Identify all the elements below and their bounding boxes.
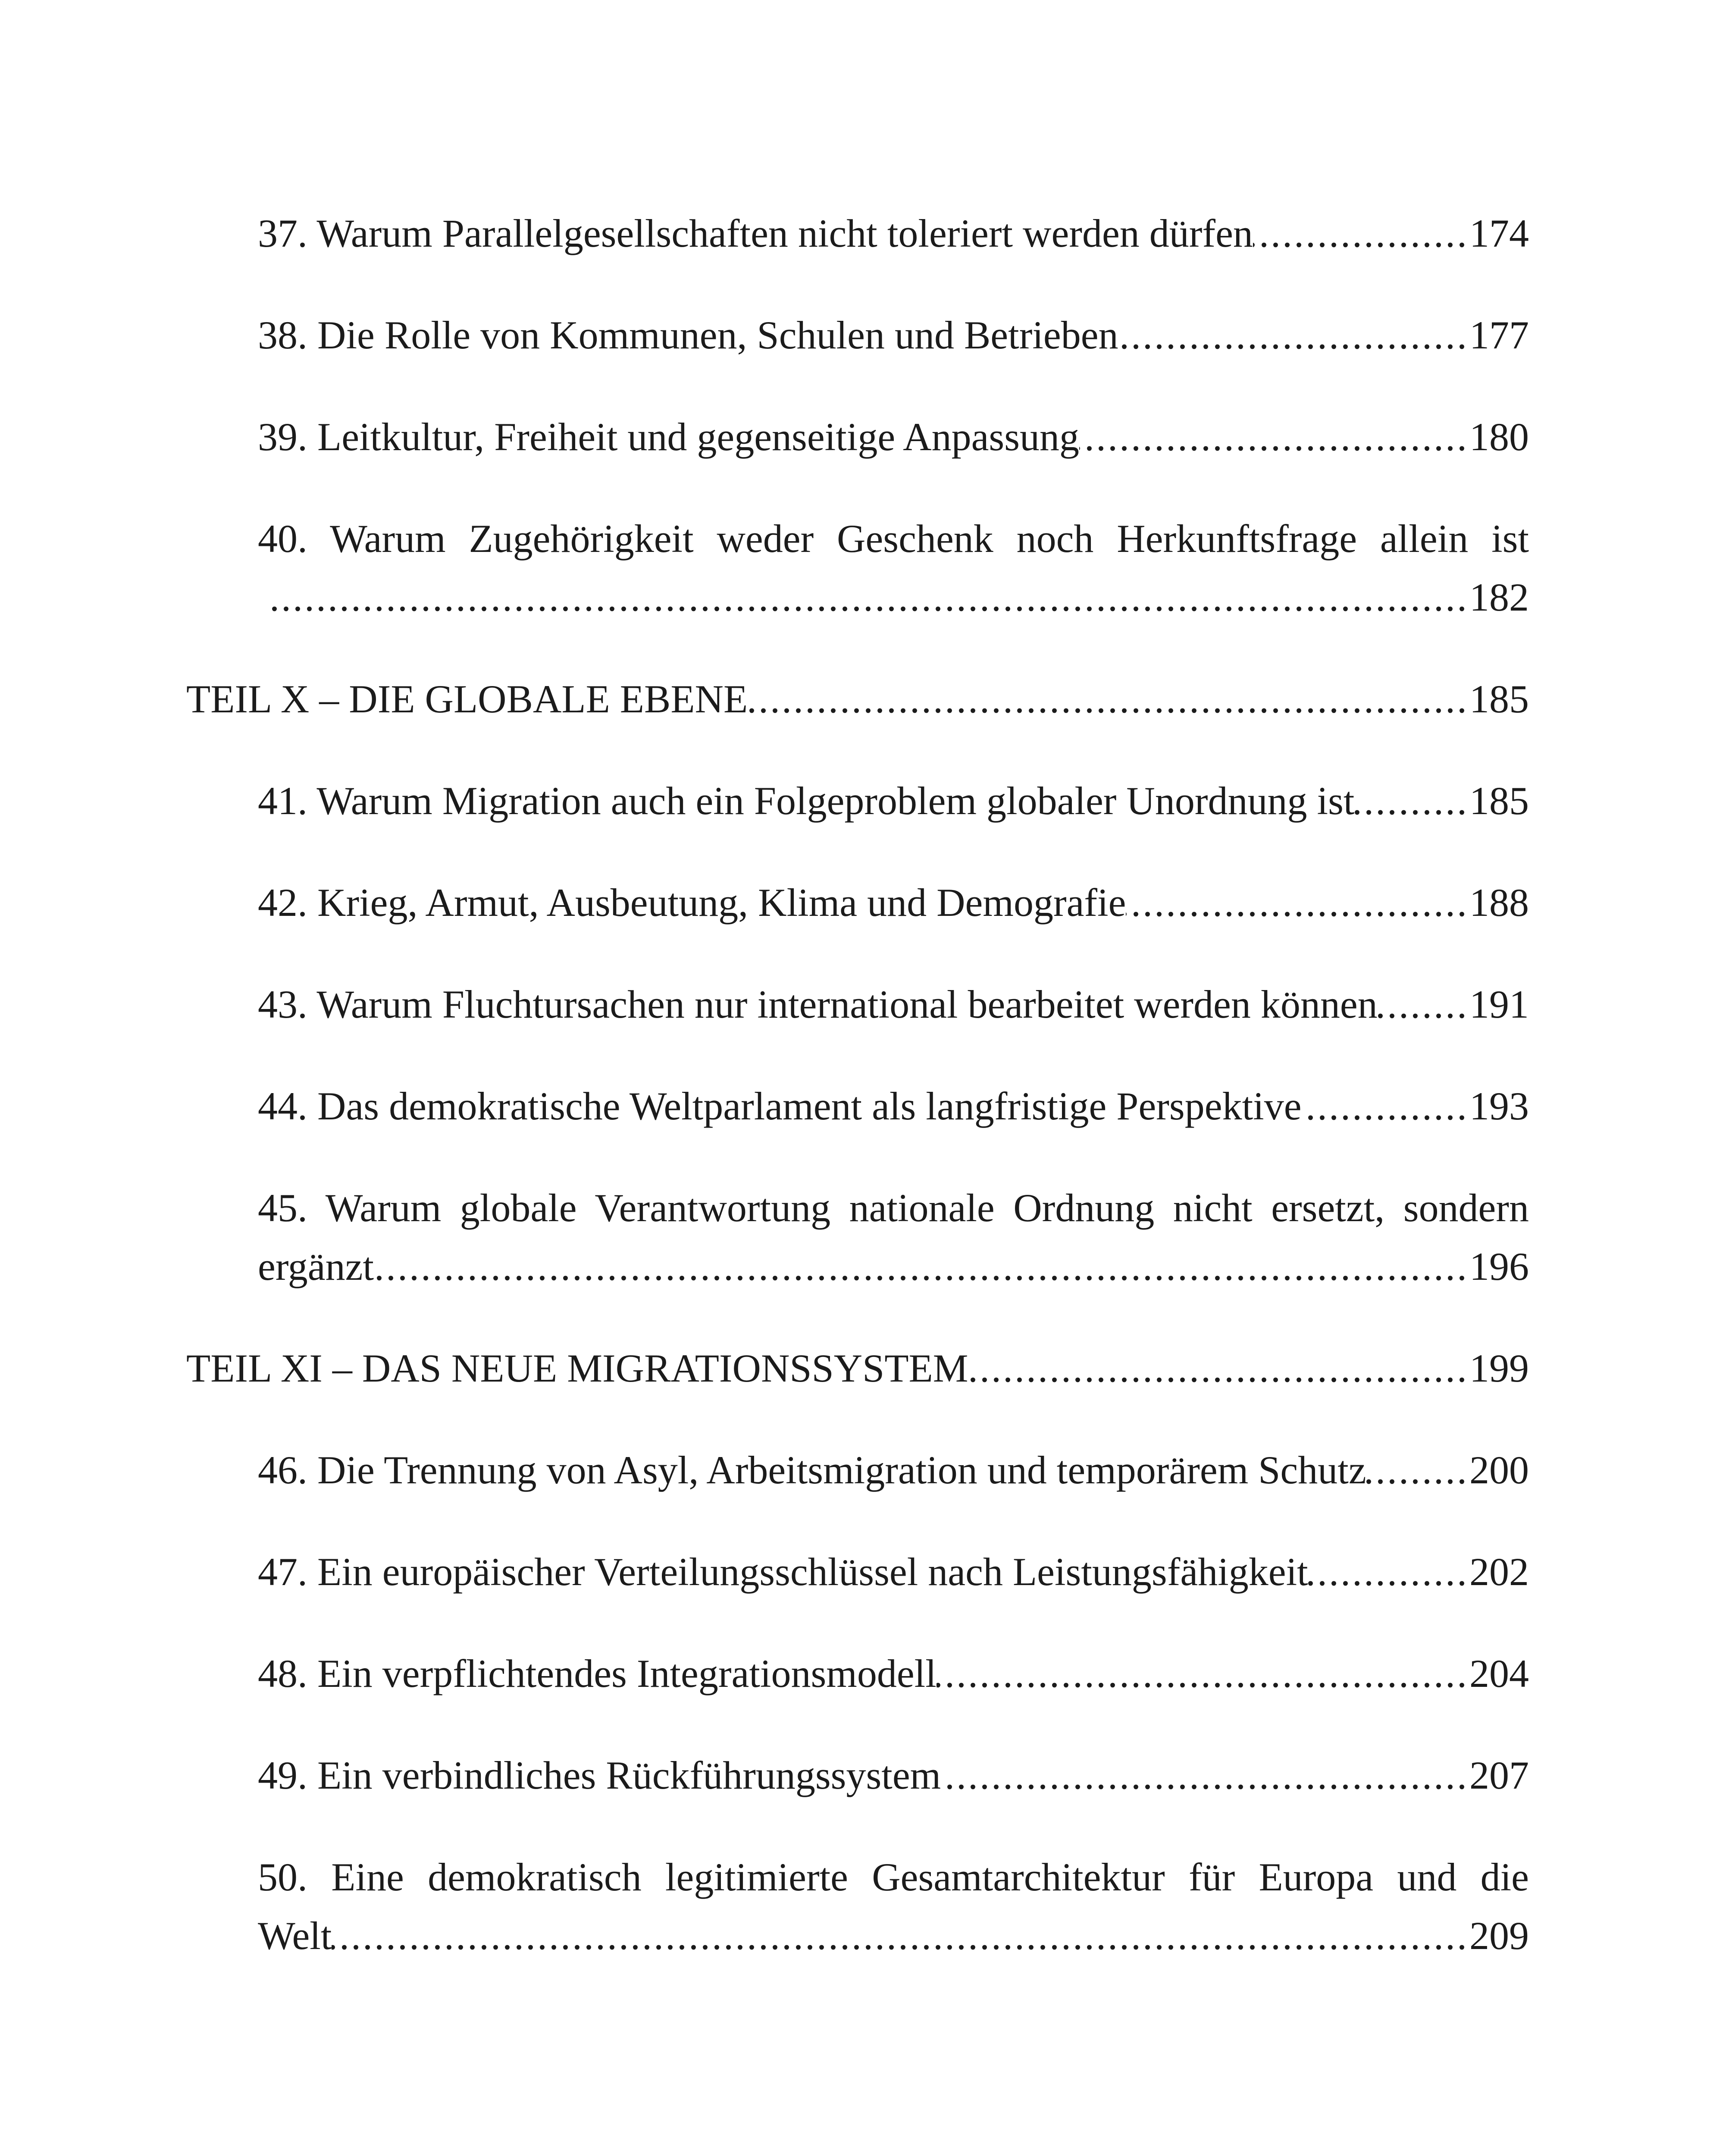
toc-leader — [941, 1746, 1469, 1805]
toc-page-number: 196 — [1469, 1244, 1529, 1288]
toc-entry — [258, 1178, 1529, 1296]
toc-leader — [1378, 975, 1469, 1034]
toc-part-title: TEIL X – DIE GLOBALE EBENE — [186, 677, 748, 721]
toc-page-number: 202 — [1469, 1550, 1529, 1594]
toc-entry-title: 41. Warum Migration auch ein Folgeproblem globaler Unordnung ist — [258, 779, 1355, 823]
toc-part-title: TEIL XI – DAS NEUE MIGRATIONSSYSTEM — [186, 1346, 968, 1390]
toc-entry-title: 38. Die Rolle von Kommunen, Schulen und Betrieben — [258, 313, 1118, 357]
toc-page-number: 180 — [1469, 415, 1529, 459]
toc-leader — [374, 1237, 1469, 1296]
toc-page-number: 204 — [1469, 1651, 1529, 1695]
toc-entry-title: 44. Das demokratische Weltparlament als langfristige Perspektive — [258, 1084, 1302, 1128]
toc-leader — [936, 1644, 1469, 1703]
toc-entry — [258, 407, 1529, 466]
toc-page-number: 207 — [1469, 1753, 1529, 1797]
toc-entry-title: 48. Ein verpflichtendes Integrationsmodell — [258, 1651, 936, 1695]
toc-entry-continuation — [258, 568, 1529, 627]
toc-entry-title: 43. Warum Fluchtursachen nur international bearbeitet werden können — [258, 982, 1378, 1026]
toc-entry-title-continuation: ergänzt — [258, 1244, 374, 1288]
toc-entry-title: 46. Die Trennung von Asyl, Arbeitsmigration und temporärem Schutz — [258, 1448, 1366, 1492]
toc-page-number: 188 — [1469, 881, 1529, 924]
toc-entry-title: 37. Warum Parallelgesellschaften nicht toleriert werden dürfen — [258, 211, 1253, 255]
toc-entry-title: 47. Ein europäischer Verteilungsschlüssel nach Leistungsfähigkeit — [258, 1550, 1308, 1594]
toc-leader — [968, 1339, 1469, 1398]
toc-entry-continuation — [258, 1237, 1529, 1296]
toc-page-number: 209 — [1469, 1914, 1529, 1958]
toc-page-number: 193 — [1469, 1084, 1529, 1128]
toc-entry-title: 40. Warum Zugehörigkeit weder Geschenk noch Herkunftsfrage allein ist — [258, 517, 1529, 561]
toc-entry — [258, 1542, 1529, 1601]
toc-entry-title: 45. Warum globale Verantwortung nationale Ordnung nicht ersetzt, sondern — [258, 1186, 1529, 1230]
toc-entry — [258, 1746, 1529, 1805]
table-of-contents — [186, 204, 1529, 2008]
toc-entry — [258, 1441, 1529, 1499]
toc-entry — [258, 1848, 1529, 1965]
toc-entry — [258, 1644, 1529, 1703]
toc-entry-title: 50. Eine demokratisch legitimierte Gesamtarchitektur für Europa und die — [258, 1855, 1529, 1899]
toc-entry — [258, 975, 1529, 1034]
toc-entry-title: 42. Krieg, Armut, Ausbeutung, Klima und Demografie — [258, 881, 1126, 924]
toc-page-number: 182 — [1469, 575, 1529, 619]
toc-entry-title: 39. Leitkultur, Freiheit und gegenseitige Anpassung — [258, 415, 1080, 459]
toc-part-heading — [186, 670, 1529, 728]
toc-entry-continuation — [258, 1906, 1529, 1965]
toc-entry — [258, 306, 1529, 364]
toc-page-number: 185 — [1469, 779, 1529, 823]
toc-leader — [269, 568, 1469, 627]
toc-page-number: 199 — [1469, 1346, 1529, 1390]
toc-page-number: 200 — [1469, 1448, 1529, 1492]
toc-page-number: 191 — [1469, 982, 1529, 1026]
toc-leader — [1366, 1441, 1469, 1499]
toc-leader — [1253, 204, 1469, 263]
toc-leader — [1126, 873, 1469, 932]
toc-leader — [748, 670, 1469, 728]
toc-leader — [1302, 1077, 1469, 1135]
toc-page-number: 177 — [1469, 313, 1529, 357]
toc-entry-title: 49. Ein verbindliches Rückführungssystem — [258, 1753, 941, 1797]
toc-entry — [258, 1077, 1529, 1135]
toc-part-heading — [186, 1339, 1529, 1398]
toc-leader — [1354, 771, 1469, 830]
toc-leader — [1118, 306, 1469, 364]
toc-entry — [258, 771, 1529, 830]
toc-leader — [1079, 407, 1469, 466]
toc-page-number: 185 — [1469, 677, 1529, 721]
toc-entry — [258, 509, 1529, 627]
toc-entry-title-continuation: Welt — [258, 1914, 332, 1958]
toc-leader — [332, 1906, 1469, 1965]
toc-leader — [1308, 1542, 1469, 1601]
toc-page-number: 174 — [1469, 211, 1529, 255]
toc-entry — [258, 873, 1529, 932]
toc-entry — [258, 204, 1529, 263]
